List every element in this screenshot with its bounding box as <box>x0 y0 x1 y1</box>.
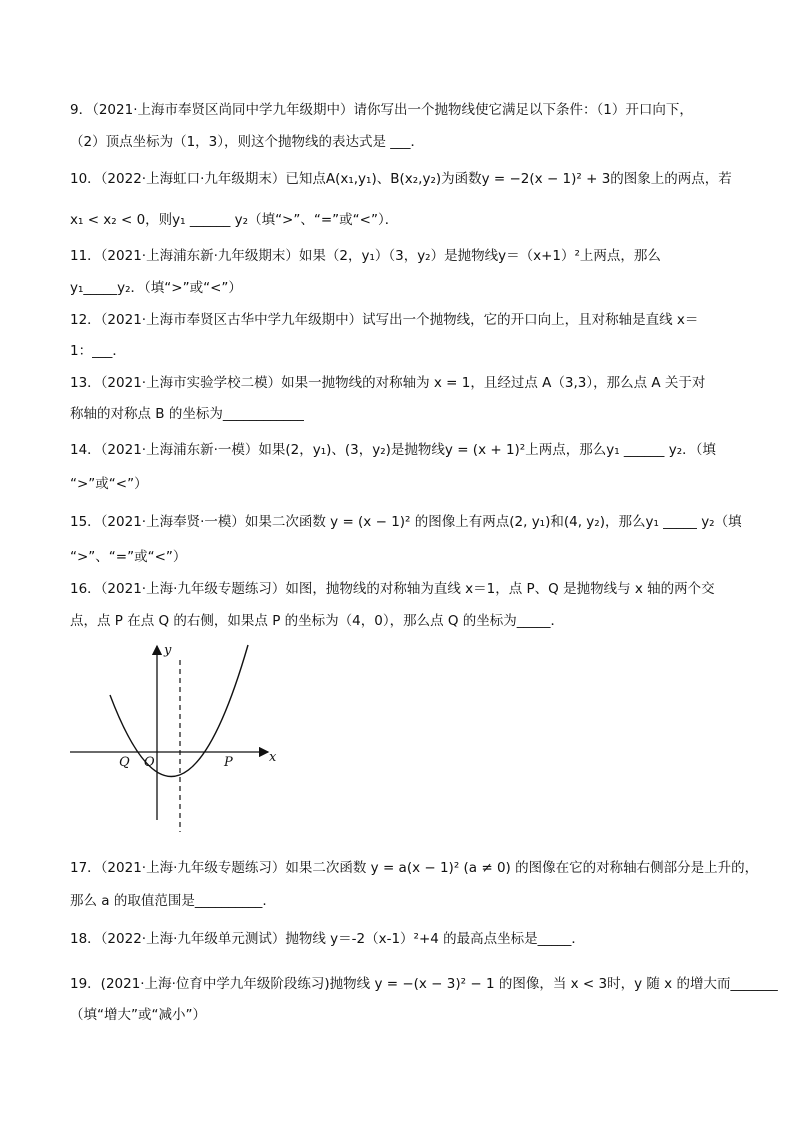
q15-line2: “>”、“=”或“<”） <box>70 549 187 565</box>
parabola-figure <box>70 640 290 840</box>
q16-line2: 点，点 P 在点 Q 的右侧，如果点 P 的坐标为（4，0），那么点 Q 的坐标为_____． <box>70 613 565 629</box>
q17-line2: 那么 a 的取值范围是__________. <box>70 893 267 909</box>
q18-line1: 18．（2022·上海·九年级单元测试）抛物线 y＝-2（x-1）²+4 的最高点坐标是_____． <box>70 931 585 947</box>
q14-line2: “>”或“<”） <box>70 476 148 492</box>
q13-line2: 称轴的对称点 B 的坐标为____________ <box>70 406 304 422</box>
origin-label: O <box>144 755 155 770</box>
point-q-label: Q <box>119 755 130 770</box>
q15-line1: 15．（2021·上海奉贤·一模）如果二次函数 y = (x − 1)² 的图像上有两点(2, y₁)和(4, y₂)，那么y₁ _____ y₂（填 <box>70 514 742 530</box>
q12-line2: 1：___． <box>70 343 126 359</box>
q17-line1: 17．（2021·上海·九年级专题练习）如果二次函数 y = a(x − 1)² (a ≠ 0) 的图像在它的对称轴右侧部分是上升的， <box>70 860 759 876</box>
q19-line2: （填“增大”或“减小”） <box>70 1007 206 1023</box>
q9-line1: 9．（2021·上海市奉贤区尚同中学九年级期中）请你写出一个抛物线使它满足以下条件：（1）开口向下， <box>70 102 693 118</box>
q10-line2: x₁ < x₂ < 0，则y₁ ______ y₂（填“>”、“=”或“<”）． <box>70 212 399 228</box>
y-axis-label: y <box>164 643 172 658</box>
x-axis-label: x <box>269 750 277 765</box>
q9-line2: （2）顶点坐标为（1，3），则这个抛物线的表达式是 ___． <box>70 134 425 150</box>
point-p-label: P <box>224 755 233 770</box>
q11-line1: 11．（2021·上海浦东新·九年级期末）如果（2，y₁）（3，y₂）是抛物线y＝（x+1）²上两点，那么 <box>70 248 661 264</box>
q19-line1: 19．(2021·上海·位育中学九年级阶段练习)抛物线 y = −(x − 3)² − 1 的图像，当 x < 3时，y 随 x 的增大而_______ <box>70 976 778 992</box>
q14-line1: 14．（2021·上海浦东新·一模）如果(2，y₁)、(3，y₂)是抛物线y = (x + 1)²上两点，那么y₁ ______ y₂．（填 <box>70 442 716 458</box>
q11-line2: y₁_____y₂．（填“>”或“<”） <box>70 280 242 296</box>
q12-line1: 12．（2021·上海市奉贤区古华中学九年级期中）试写出一个抛物线，它的开口向上，且对称轴是直线 x＝ <box>70 312 699 328</box>
q10-line1: 10．（2022·上海虹口·九年级期末）已知点A(x₁,y₁)、B(x₂,y₂)为函数y = −2(x − 1)² + 3的图象上的两点，若 <box>70 171 732 187</box>
q13-line1: 13．（2021·上海市实验学校二模）如果一抛物线的对称轴为 x = 1，且经过点 A（3,3），那么点 A 关于对 <box>70 375 706 391</box>
q16-line1: 16．（2021·上海·九年级专题练习）如图，抛物线的对称轴为直线 x＝1，点 P、Q 是抛物线与 x 轴的两个交 <box>70 581 715 597</box>
